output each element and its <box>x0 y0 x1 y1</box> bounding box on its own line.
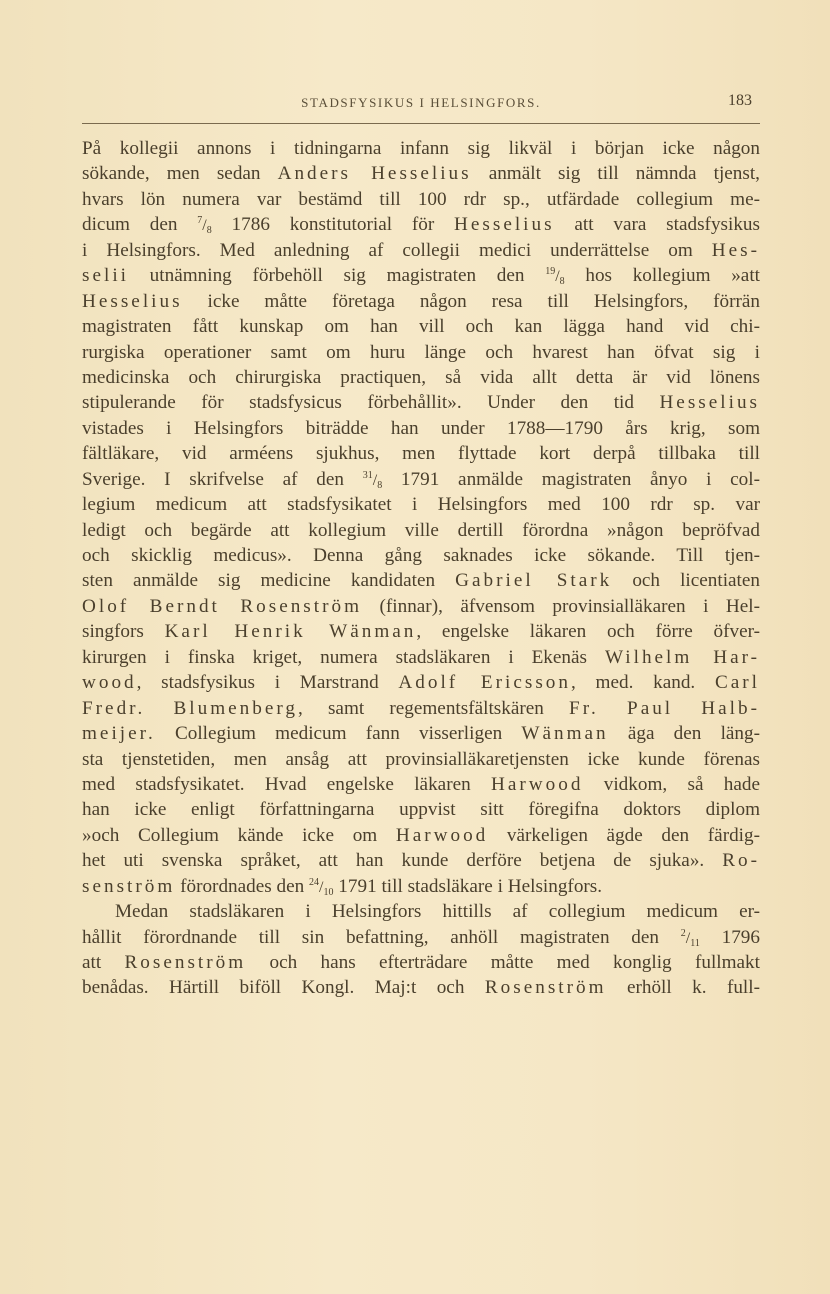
person-name: Harwood <box>395 824 489 846</box>
text-line: att Rosenström och hans efterträdare måtte med konglig fullmakt <box>82 952 760 973</box>
text-line: och skicklig medicus». Denna gång saknades icke sökande. Till tjen- <box>82 545 760 566</box>
text-line: rurgiska operationer samt om huru länge och hvarest han öfvat sig i <box>82 341 760 363</box>
date-fraction: $^{24}/_{10}$ <box>309 876 334 898</box>
text-line: dicum den $^7/_8$ 1786 konstitutorial för Hesselius att vara stadsfysikus <box>82 214 760 237</box>
text-line: kirurgen i finska kriget, numera stadsläkaren i Ekenäs Wilhelm Har- <box>82 646 760 668</box>
person-name: Fr. Paul Halb- <box>569 697 760 719</box>
text-line: meijer. Collegium medicum fann visserligen Wänman äga den läng- <box>82 723 760 745</box>
person-name: Rosenström <box>124 952 247 973</box>
text-line: sta tjenstetiden, men ansåg att provinsialläkaretjensten icke kunde förenas <box>82 748 760 770</box>
text-line: På kollegii annons i tidningarna infann sig likväl i början icke någon <box>82 138 760 159</box>
text-line: Hesselius icke måtte företaga någon resa till Helsingfors, förrän <box>82 290 760 312</box>
text-line: i Helsingfors. Med anledning af collegii medici underrättelse om Hes- <box>82 239 760 261</box>
text-line: »och Collegium kände icke om Harwood värkeligen ägde den färdig- <box>82 824 760 846</box>
person-name: selii <box>82 265 129 287</box>
text-line: singfors Karl Henrik Wänman, engelske läkaren och förre öfver- <box>82 621 760 643</box>
text-line: stipulerande för stadsfysicus förbehållit». Under den tid Hesselius <box>82 392 760 414</box>
text-line: ledigt och begärde att kollegium ville dertill förordna »någon bepröfvad <box>82 519 760 541</box>
text-line: het uti svenska språket, att han kunde derföre betjena de sjuka». Ro- <box>82 850 760 872</box>
body-text <box>82 136 760 1001</box>
date-fraction: $^7/_8$ <box>197 215 212 237</box>
person-name: Hesselius <box>454 214 555 236</box>
text-line: senström förordnades den $^{24}/_{10}$ 1791 till stadsläkare i Helsingfors. <box>82 875 603 898</box>
person-name: meijer. <box>82 723 156 745</box>
person-name: Rosenström <box>484 977 607 999</box>
person-name: Gabriel Stark <box>455 570 613 592</box>
person-name: Ro- <box>722 850 760 872</box>
person-name: senström <box>82 875 176 897</box>
text-line: Sverige. I skrifvelse af den $^{31}/_8$ 1791 anmälde magistraten ånyo i col- <box>82 468 760 491</box>
person-name: Anders Hesselius <box>277 163 472 185</box>
person-name: Olof Berndt Rosenström <box>82 595 363 617</box>
person-name: Carl <box>714 672 760 694</box>
person-name: Hesselius <box>82 290 183 312</box>
text-line: vistades i Helsingfors biträdde han under 1788—1790 års krig, som <box>82 417 760 439</box>
running-title: STADSFYSIKUS I HELSINGFORS. <box>301 95 541 110</box>
person-name: Adolf Ericsson <box>398 672 571 694</box>
text-line: benådas. Härtill biföll Kongl. Maj:t och Rosenström erhöll k. full- <box>82 977 760 999</box>
text-line: legium medicum att stadsfysikatet i Helsingfors med 100 rdr sp. var <box>82 494 760 516</box>
person-name: Hes- <box>711 239 760 261</box>
date-fraction: $^{31}/_8$ <box>362 469 383 491</box>
text-line: selii utnämning förbehöll sig magistraten den $^{19}/_8$ hos kollegium »att <box>82 265 760 288</box>
person-name: Wänman <box>521 723 609 745</box>
person-name: Hesselius <box>659 392 760 414</box>
page-number: 183 <box>728 92 752 109</box>
person-name: wood <box>82 672 137 694</box>
text-line: hvars lön numera var bestämd till 100 rdr sp., utfärdade collegium me- <box>82 188 760 210</box>
text-line: Fredr. Blumenberg, samt regementsfältskären Fr. Paul Halb- <box>82 697 760 719</box>
person-name: Karl Henrik Wänman <box>164 621 417 643</box>
date-fraction: $^{19}/_8$ <box>545 266 565 288</box>
date-fraction: $^2/_{11}$ <box>680 927 700 949</box>
text-line: magistraten fått kunskap om han vill och kan lägga hand vid chi- <box>82 316 760 338</box>
text-line: med stadsfysikatet. Hvad engelske läkaren Harwood vidkom, så hade <box>82 773 761 795</box>
text-line: hållit förordnande till sin befattning, anhöll magistraten den $^2/_{11}$ 1796 <box>82 926 760 949</box>
person-name: Wilhelm Har- <box>604 646 760 668</box>
text-line: han icke enligt författningarna uppvist sitt föregifna doktors diplom <box>82 799 760 821</box>
person-name: Fredr. Blumenberg <box>82 697 298 719</box>
text-line: sten anmälde sig medicine kandidaten Gabriel Stark och licentiaten <box>82 570 760 592</box>
text-line: Medan stadsläkaren i Helsingfors hittills af collegium medicum er- <box>115 901 760 923</box>
text-line: wood, stadsfysikus i Marstrand Adolf Ericsson, med. kand. Carl <box>82 672 760 694</box>
person-name: Harwood <box>491 773 584 795</box>
header-rule <box>82 123 760 124</box>
running-header <box>82 92 760 125</box>
text-line: fältläkare, vid arméens sjukhus, men flyttade kort derpå tillbaka till <box>82 443 760 465</box>
text-line: Olof Berndt Rosenström (finnar), äfvensom provinsialläkaren i Hel- <box>82 595 760 617</box>
text-line: sökande, men sedan Anders Hesselius anmält sig till nämnda tjenst, <box>82 163 760 185</box>
text-line: medicinska och chirurgiska practiquen, så vida allt detta är vid lönens <box>82 366 760 388</box>
